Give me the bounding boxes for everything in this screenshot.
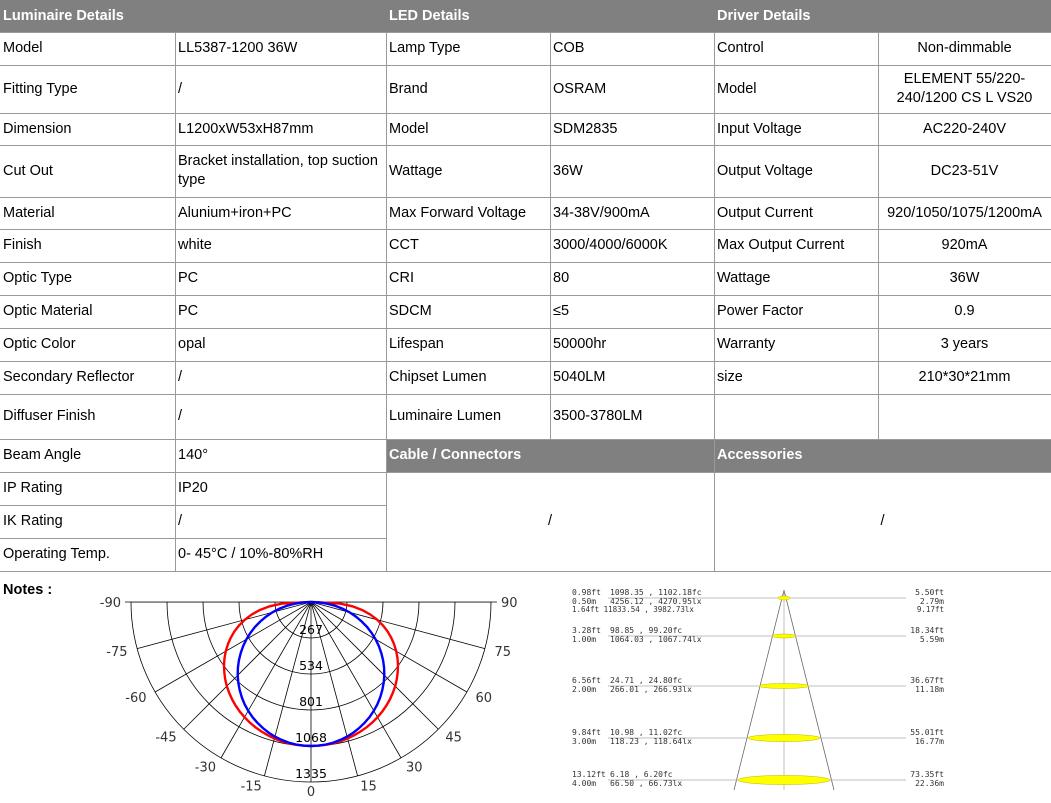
- angle-label: 15: [360, 779, 377, 795]
- grid-line: [0, 145, 1051, 146]
- illuminance-fc: 1098.35 , 1102.18fc: [610, 588, 702, 597]
- grid-line: [0, 538, 386, 539]
- luminaire-value: Alunium+iron+PC: [175, 197, 386, 229]
- grid-line: [0, 32, 1051, 33]
- luminaire-label: Model: [0, 32, 175, 65]
- driver-label: [714, 394, 878, 439]
- led-value: 36W: [550, 145, 714, 197]
- angle-label: 75: [494, 645, 512, 661]
- driver-label: Max Output Current: [714, 229, 878, 262]
- led-label: Lifespan: [386, 328, 550, 361]
- distance-ft: 13.12ft: [572, 770, 606, 779]
- diameter-m: 16.77m: [915, 737, 944, 746]
- diameter-m: 11.18m: [915, 685, 944, 694]
- polar-spoke: [137, 602, 311, 649]
- angle-label: 45: [445, 730, 462, 746]
- led-label: Wattage: [386, 145, 550, 197]
- led-label: Chipset Lumen: [386, 361, 550, 394]
- grid-line: [0, 439, 1051, 440]
- driver-label: Output Current: [714, 197, 878, 229]
- grid-line: [0, 571, 1051, 572]
- grid-line: [0, 361, 1051, 362]
- cable-value: /: [386, 472, 714, 571]
- driver-label: Input Voltage: [714, 113, 878, 145]
- luminaire-value: L1200xW53xH87mm: [175, 113, 386, 145]
- angle-label: -75: [106, 645, 128, 661]
- angle-label: 90: [501, 596, 518, 611]
- diameter-m: 2.79m: [919, 597, 944, 606]
- luminaire-label: Operating Temp.: [0, 538, 175, 571]
- driver-value: 210*30*21mm: [878, 361, 1051, 394]
- driver-label: size: [714, 361, 878, 394]
- led-label: CRI: [386, 262, 550, 295]
- illuminance-lx: 66.50 , 66.73lx: [610, 779, 683, 788]
- grid-line: [0, 394, 1051, 395]
- grid-line: [878, 32, 879, 439]
- luminaire-value: white: [175, 229, 386, 262]
- luminaire-label: Material: [0, 197, 175, 229]
- led-value: 3000/4000/6000K: [550, 229, 714, 262]
- accessories-value: /: [714, 472, 1051, 571]
- angle-label: -15: [240, 779, 262, 795]
- driver-label: Warranty: [714, 328, 878, 361]
- grid-line: [0, 505, 386, 506]
- luminaire-label: Optic Color: [0, 328, 175, 361]
- driver-value: 0.9: [878, 295, 1051, 328]
- led-label: Brand: [386, 65, 550, 113]
- driver-value: 920mA: [878, 229, 1051, 262]
- luminaire-label: IK Rating: [0, 505, 175, 538]
- luminaire-label: Diffuser Finish: [0, 394, 175, 439]
- beam-ellipse: [772, 634, 796, 638]
- distance-ft: 6.56ft: [572, 676, 601, 685]
- driver-value: ELEMENT 55/220-240/1200 CS L VS20: [878, 65, 1051, 113]
- luminaire-details-header: Luminaire Details: [0, 0, 386, 32]
- grid-line: [0, 197, 1051, 198]
- luminaire-value: Bracket installation, top suction type: [175, 145, 386, 197]
- illuminance-fc: 24.71 , 24.80fc: [610, 676, 683, 685]
- radial-label: 801: [299, 694, 323, 709]
- luminaire-label: Secondary Reflector: [0, 361, 175, 394]
- illuminance-lx: 1064.03 , 1067.74lx: [610, 635, 702, 644]
- radial-label: 1068: [295, 730, 327, 745]
- distance-m: 4.00m: [572, 779, 597, 788]
- distance-m: 2.00m: [572, 685, 597, 694]
- driver-value: 36W: [878, 262, 1051, 295]
- diameter-m: 22.36m: [915, 779, 944, 788]
- polar-spoke: [311, 602, 485, 649]
- driver-value: DC23-51V: [878, 145, 1051, 197]
- diameter-ft: 73.35ft: [910, 770, 944, 779]
- diameter-ft: 5.50ft: [915, 588, 944, 597]
- led-details-header: LED Details: [386, 0, 714, 32]
- luminaire-value: IP20: [175, 472, 386, 505]
- distance-m: 1.00m: [572, 635, 597, 644]
- driver-details-header: Driver Details: [714, 0, 1051, 32]
- notes-label: Notes :: [3, 582, 53, 598]
- angle-label: 30: [406, 760, 423, 776]
- illuminance-lx: 266.01 , 266.93lx: [610, 685, 692, 694]
- led-value: COB: [550, 32, 714, 65]
- illuminance-fc: 98.85 , 99.20fc: [610, 626, 683, 635]
- illuminance-lx: 118.23 , 118.64lx: [610, 737, 692, 746]
- beam-ellipse: [748, 734, 820, 741]
- led-label: SDCM: [386, 295, 550, 328]
- grid-line: [0, 472, 1051, 473]
- beam-ellipse: [778, 596, 790, 600]
- beam-ellipse: [759, 684, 809, 689]
- overlap-left: 1.64ft 11833.54 , 3982.73lx: [572, 605, 694, 614]
- led-value: 3500-3780LM: [550, 394, 714, 439]
- accessories-header: Accessories: [714, 439, 1051, 472]
- grid-line: [0, 295, 1051, 296]
- driver-value: Non-dimmable: [878, 32, 1051, 65]
- grid-line: [714, 439, 715, 571]
- driver-label: Output Voltage: [714, 145, 878, 197]
- beam-ellipse: [738, 775, 830, 784]
- led-label: Luminaire Lumen: [386, 394, 550, 439]
- luminaire-value: 0- 45°C / 10%-80%RH: [175, 538, 386, 571]
- illuminance-fc: 6.18 , 6.20fc: [610, 770, 673, 779]
- grid-line: [0, 65, 1051, 66]
- angle-label: -90: [100, 596, 121, 611]
- polar-light-distribution-chart: [100, 578, 520, 800]
- polar-grid: [131, 578, 491, 782]
- luminaire-value: opal: [175, 328, 386, 361]
- grid-line: [550, 32, 551, 439]
- luminaire-label: Cut Out: [0, 145, 175, 197]
- luminaire-label: Finish: [0, 229, 175, 262]
- luminaire-value: PC: [175, 262, 386, 295]
- luminaire-value: PC: [175, 295, 386, 328]
- driver-value: 920/1050/1075/1200mA: [878, 197, 1051, 229]
- luminaire-value: 140°: [175, 439, 386, 472]
- led-value: 5040LM: [550, 361, 714, 394]
- driver-label: Wattage: [714, 262, 878, 295]
- cone-left-edge: [734, 590, 784, 790]
- cable-connectors-header: Cable / Connectors: [386, 439, 714, 472]
- led-label: Lamp Type: [386, 32, 550, 65]
- cone-right-edge: [784, 590, 834, 790]
- radial-label: 267: [299, 622, 323, 637]
- luminaire-label: IP Rating: [0, 472, 175, 505]
- grid-line: [386, 439, 387, 571]
- angle-label: 60: [475, 691, 493, 706]
- radial-label: 1335: [295, 766, 327, 781]
- luminaire-value: /: [175, 394, 386, 439]
- driver-label: Model: [714, 65, 878, 113]
- polar-spoke: [311, 602, 467, 692]
- luminaire-value: /: [175, 361, 386, 394]
- luminaire-value: /: [175, 505, 386, 538]
- driver-value: 3 years: [878, 328, 1051, 361]
- distance-m: 0.50m: [572, 597, 597, 606]
- distance-m: 3.00m: [572, 737, 597, 746]
- led-label: CCT: [386, 229, 550, 262]
- angle-label: 0: [306, 785, 316, 800]
- luminaire-label: Optic Material: [0, 295, 175, 328]
- grid-line: [0, 262, 1051, 263]
- diameter-ft: 36.67ft: [910, 676, 944, 685]
- led-value: 50000hr: [550, 328, 714, 361]
- grid-line: [175, 439, 176, 571]
- grid-line: [0, 113, 1051, 114]
- luminaire-label: Dimension: [0, 113, 175, 145]
- angle-label: -30: [194, 760, 216, 776]
- grid-line: [0, 328, 1051, 329]
- diameter-ft: 55.01ft: [910, 728, 944, 737]
- diameter-m: 5.59m: [919, 635, 944, 644]
- angle-label: -60: [125, 691, 147, 706]
- angle-label: -45: [155, 730, 177, 746]
- diameter-ft: 18.34ft: [910, 626, 944, 635]
- illuminance-lx: 4256.12 , 4270.95lx: [610, 597, 702, 606]
- led-value: SDM2835: [550, 113, 714, 145]
- luminaire-label: Optic Type: [0, 262, 175, 295]
- distance-ft: 9.84ft: [572, 728, 601, 737]
- led-value: 34-38V/900mA: [550, 197, 714, 229]
- led-label: Model: [386, 113, 550, 145]
- driver-label: Control: [714, 32, 878, 65]
- luminaire-label: Beam Angle: [0, 439, 175, 472]
- driver-value: [878, 394, 1051, 439]
- illuminance-cone-chart: [570, 584, 950, 796]
- led-value: OSRAM: [550, 65, 714, 113]
- distance-ft: 0.98ft: [572, 588, 601, 597]
- luminaire-value: /: [175, 65, 386, 113]
- luminaire-value: LL5387-1200 36W: [175, 32, 386, 65]
- led-value: 80: [550, 262, 714, 295]
- overlap-right: 9.17ft: [916, 605, 944, 614]
- driver-label: Power Factor: [714, 295, 878, 328]
- polar-spoke: [155, 602, 311, 692]
- illuminance-fc: 10.98 , 11.02fc: [610, 728, 683, 737]
- distance-ft: 3.28ft: [572, 626, 601, 635]
- grid-line: [0, 229, 1051, 230]
- radial-label: 534: [299, 658, 323, 673]
- luminaire-label: Fitting Type: [0, 65, 175, 113]
- driver-value: AC220-240V: [878, 113, 1051, 145]
- led-label: Max Forward Voltage: [386, 197, 550, 229]
- led-value: ≤5: [550, 295, 714, 328]
